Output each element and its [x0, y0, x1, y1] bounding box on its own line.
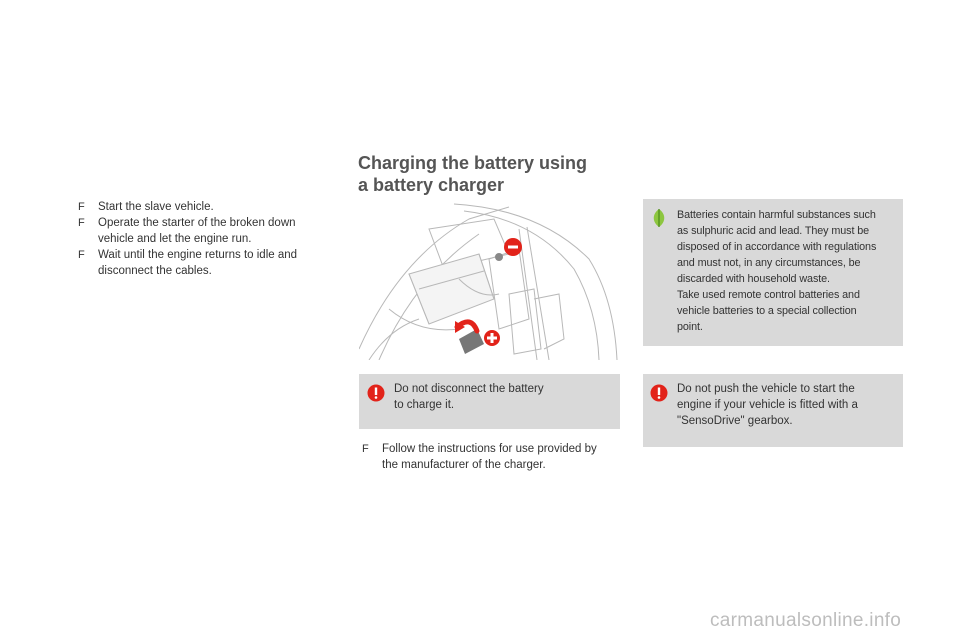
environment-text	[677, 207, 899, 335]
step-operate-starter	[78, 215, 328, 247]
step-marker: F	[78, 201, 85, 213]
warning-disconnect-box	[359, 374, 620, 429]
env-line: point.	[677, 321, 703, 333]
step-marker: F	[78, 217, 85, 229]
step-text: Follow the instructions for use provided by	[382, 443, 597, 455]
env-line: disposed of in accordance with regulations	[677, 241, 877, 253]
warning-line: "SensoDrive" gearbox.	[677, 415, 793, 427]
env-line: discarded with household waste.	[677, 273, 830, 285]
warning-line: to charge it.	[394, 399, 455, 411]
leaf-icon	[650, 208, 668, 228]
env-line: vehicle batteries to a special collection	[677, 305, 857, 317]
warning-push-text	[677, 381, 897, 429]
step-start-slave	[78, 199, 328, 215]
warning-icon	[367, 384, 385, 402]
warning-line: Do not push the vehicle to start the	[677, 383, 855, 395]
step-follow-instructions	[362, 441, 620, 473]
step-wait-idle	[78, 247, 328, 279]
env-line: and must not, in any circumstances, be	[677, 257, 861, 269]
step-text: Operate the starter of the broken down vehicle and let the engine run.	[98, 217, 296, 245]
engine-bay-drawing	[359, 199, 620, 360]
watermark: carmanualsonline.info	[710, 610, 902, 631]
section-title	[358, 152, 638, 196]
step-text: Start the slave vehicle.	[98, 201, 214, 213]
step-text: Wait until the engine returns to idle and disconnect the cables.	[98, 249, 298, 277]
title-line-2: a battery charger	[358, 175, 505, 195]
step-text: the manufacturer of the charger.	[382, 459, 546, 471]
env-line: Take used remote control batteries and	[677, 289, 860, 301]
step-marker: F	[78, 249, 85, 261]
environment-info-box	[643, 199, 903, 346]
warning-icon	[650, 384, 668, 402]
title-line-1: Charging the battery using	[358, 153, 588, 173]
env-line: Batteries contain harmful substances such	[677, 209, 876, 221]
step-marker: F	[362, 443, 369, 455]
warning-line: Do not disconnect the battery	[394, 383, 544, 395]
left-steps-list	[78, 199, 328, 279]
warning-push-box	[643, 374, 903, 447]
warning-disconnect-text	[394, 381, 614, 413]
warning-line: engine if your vehicle is fitted with a	[677, 399, 858, 411]
battery-illustration	[359, 199, 620, 360]
env-line: as sulphuric acid and lead. They must be	[677, 225, 870, 237]
